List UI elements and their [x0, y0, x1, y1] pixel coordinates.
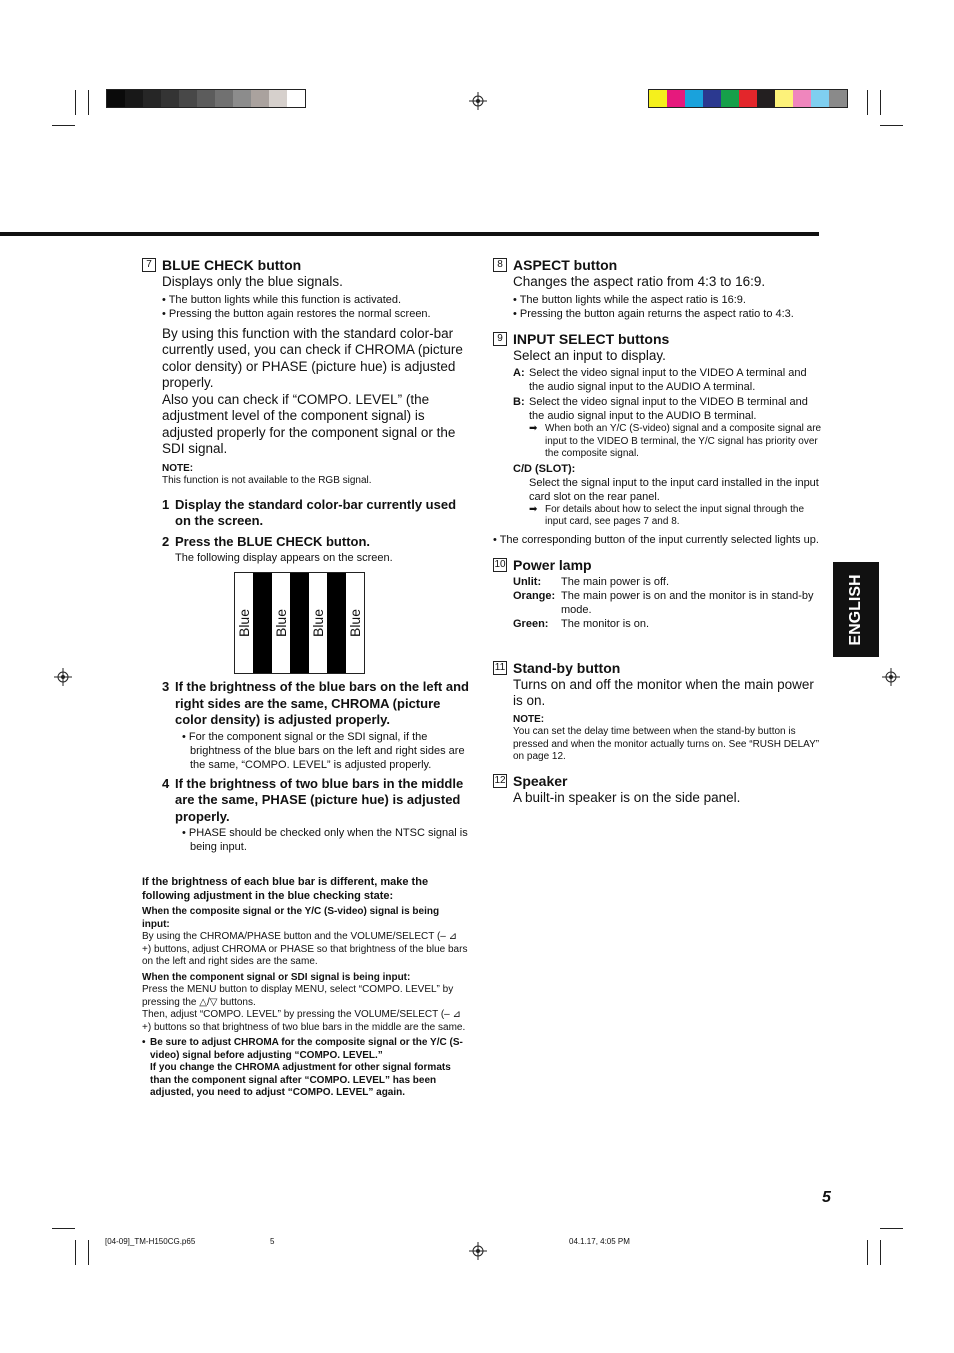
color-swatch	[125, 90, 143, 107]
step: 2 Press the BLUE CHECK button.	[162, 533, 371, 549]
cd-label: C/D (SLOT):	[513, 462, 576, 475]
blue-bar: Blue	[236, 608, 253, 638]
section-speaker-heading	[493, 772, 823, 790]
color-swatch	[107, 90, 125, 107]
arrow-right-icon: ➡	[529, 423, 538, 434]
section-standby-heading	[493, 659, 823, 677]
color-swatch	[721, 90, 739, 107]
left-column	[142, 256, 472, 565]
gray-scale-bar	[106, 89, 306, 108]
color-swatch	[739, 90, 757, 107]
crop-mark	[880, 1228, 903, 1229]
crop-mark	[867, 1240, 868, 1265]
footer-page: 5	[270, 1237, 275, 1246]
bullet: • Pressing the button again restores the normal screen.	[162, 307, 431, 320]
color-swatch	[197, 90, 215, 107]
color-swatch	[251, 90, 269, 107]
subheading: When the composite signal or the Y/C (S-video) signal is being input:	[142, 906, 440, 930]
arrow-note: ➡ When both an Y/C (S-video) signal and a composite signal are input to the VIDEO B terminal, the Y/C signal has priority over the composite signal.	[529, 423, 822, 459]
cd-text: Select the signal input to the input card installed in the input card slot on the rear panel.	[529, 476, 819, 503]
step-note: The following display appears on the screen.	[175, 552, 393, 564]
color-swatch	[269, 90, 287, 107]
color-swatch	[161, 90, 179, 107]
color-swatch	[793, 90, 811, 107]
step: 1 Display the standard color-bar currently used on the screen.	[162, 496, 457, 528]
input-a-row: A: Select the video signal input to the VIDEO A terminal and the audio signal input to the AUDIO A terminal.	[513, 367, 807, 393]
footer-file: [04-09]_TM-H150CG.p65	[105, 1237, 196, 1246]
note-label: NOTE:	[162, 462, 194, 474]
warning-text: Be sure to adjust CHROMA for the composite signal or the Y/C (S-video) signal before adjusting “COMPO. LEVEL.”	[150, 1037, 463, 1061]
section-description: Select an input to display.	[513, 347, 666, 363]
paragraph: By using this function with the standard color-bar currently used, you can check if CHROMA (picture color density) or PHASE (picture hue) is adjusted properly.	[162, 325, 463, 390]
step: 3 If the brightness of the blue bars on the left and right sides are the same, CHROMA (picture color density) is adjusted properly.	[162, 679, 469, 727]
registration-mark-icon	[469, 92, 487, 110]
crop-mark	[880, 1240, 881, 1265]
crop-mark	[75, 1240, 76, 1265]
footer-date: 04.1.17, 4:05 PM	[569, 1237, 630, 1246]
section-title: ASPECT button	[513, 257, 618, 273]
lamp-row: Orange: The main power is on and the monitor is in stand-by mode.	[513, 590, 814, 616]
paragraph: By using the CHROMA/PHASE button and the VOLUME/SELECT (– ⊿ +) buttons, adjust CHROMA or PHASE so that brightness of the blue bars on the left and right sides are the same.	[142, 931, 468, 967]
lamp-row: Unlit: The main power is off.	[513, 575, 670, 588]
black-bar	[290, 573, 308, 673]
section-title: Stand-by button	[513, 659, 621, 676]
color-swatch	[143, 90, 161, 107]
color-scale-bar	[648, 89, 848, 108]
section-blue-check-heading	[142, 256, 472, 274]
registration-mark-icon	[469, 1242, 487, 1260]
step: 4 If the brightness of two blue bars in the middle are the same, PHASE (picture hue) is adjusted properly.	[162, 775, 464, 824]
section-number: 7	[142, 258, 156, 272]
section-number: 12	[494, 774, 506, 786]
black-bar	[327, 573, 345, 673]
color-swatch	[829, 90, 847, 107]
step-note: • PHASE should be checked only when the NTSC signal is being input.	[182, 827, 468, 853]
section-number: 11	[494, 661, 506, 673]
subheading: When the component signal or SDI signal is being input:	[142, 971, 411, 983]
section-description: Turns on and off the monitor when the main power is on.	[513, 676, 814, 708]
black-bar	[253, 573, 271, 673]
color-swatch	[649, 90, 667, 107]
header-rule	[0, 232, 819, 236]
section-title: Power lamp	[513, 556, 592, 573]
right-column	[493, 256, 823, 806]
color-swatch	[667, 90, 685, 107]
blue-bar: Blue	[273, 608, 290, 638]
language-tab: ENGLISH	[833, 562, 879, 657]
section-number: 10	[494, 558, 506, 570]
paragraph: Press the MENU button to display MENU, select “COMPO. LEVEL” by pressing the △/▽ buttons.	[142, 984, 454, 1008]
section-title: BLUE CHECK button	[162, 257, 302, 273]
page-number: 5	[822, 1189, 831, 1206]
section-power-lamp-heading	[493, 556, 823, 574]
adjustment-heading: If the brightness of each blue bar is different, make the following adjustment in the blue checking state:	[142, 876, 429, 902]
color-swatch	[811, 90, 829, 107]
crop-mark	[75, 90, 76, 115]
adjustment-block	[142, 875, 468, 1100]
section-aspect-heading	[493, 256, 823, 274]
arrow-note: ➡ For details about how to select the input signal through the input card, see pages 7 and 8.	[529, 503, 805, 527]
registration-mark-icon	[882, 668, 900, 686]
note-text: This function is not available to the RGB signal.	[162, 475, 372, 486]
section-description: Changes the aspect ratio from 4:3 to 16:9.	[513, 274, 766, 289]
note-text: You can set the delay time between when the stand-by button is pressed and when the monitor actually turns on. See “RUSH DELAY” on page 12.	[513, 726, 820, 762]
section-title: Speaker	[513, 772, 568, 789]
crop-mark	[52, 125, 75, 126]
paragraph: Then, adjust “COMPO. LEVEL” by pressing the VOLUME/SELECT (– ⊿ +) buttons so that brightness of two blue bars in the middle are the same.	[142, 1009, 466, 1033]
warning-text: If you change the CHROMA adjustment for other signal formats than the component signal after “COMPO. LEVEL” has been adjusted, you need to adjust “COMPO. LEVEL” again.	[150, 1062, 451, 1098]
note-label: NOTE:	[513, 713, 545, 725]
crop-mark	[88, 90, 89, 115]
registration-mark-icon	[54, 668, 72, 686]
section-title: INPUT SELECT buttons	[513, 330, 670, 347]
color-swatch	[685, 90, 703, 107]
steps-continued	[142, 679, 472, 854]
color-swatch	[287, 90, 305, 107]
crop-mark	[867, 90, 868, 115]
warning: • Be sure to adjust CHROMA for the composite signal or the Y/C (S-video) signal before adjusting “COMPO. LEVEL.” If you change the CHROMA adjustment for other signal formats than the component signal after “COMPO. LEVEL” has been adjusted, you need to adjust “COMPO. LEVEL” again.	[142, 1037, 468, 1100]
bullet: • The corresponding button of the input currently selected lights up.	[493, 533, 819, 546]
crop-mark	[52, 1228, 75, 1229]
section-number: 9	[493, 332, 507, 346]
color-swatch	[703, 90, 721, 107]
bullet: • The button lights while the aspect ratio is 16:9.	[513, 293, 746, 306]
step-note: • For the component signal or the SDI signal, if the brightness of the blue bars on the left and right sides are the same, “COMPO. LEVEL” is adjusted properly.	[182, 730, 465, 771]
blue-bar: Blue	[309, 608, 326, 638]
bullet: • The button lights while this function is activated.	[162, 293, 402, 306]
paragraph: Also you can check if “COMPO. LEVEL” (the adjustment level of the component signal) is adjusted properly for the component signal or the SDI signal.	[162, 391, 456, 456]
bullet: • Pressing the button again returns the aspect ratio to 4:3.	[513, 307, 794, 320]
crop-mark	[880, 90, 881, 115]
arrow-right-icon: ➡	[529, 503, 538, 515]
crop-mark	[880, 125, 903, 126]
section-input-select-heading	[493, 330, 823, 348]
blue-bar: Blue	[346, 608, 363, 638]
color-swatch	[233, 90, 251, 107]
lamp-row: Green: The monitor is on.	[513, 618, 650, 630]
color-swatch	[215, 90, 233, 107]
section-description: Displays only the blue signals.	[162, 274, 343, 289]
color-swatch	[775, 90, 793, 107]
section-description: A built-in speaker is on the side panel.	[513, 789, 741, 805]
color-swatch	[757, 90, 775, 107]
blue-bar-diagram	[234, 572, 365, 674]
color-swatch	[179, 90, 197, 107]
input-b-row: B: Select the video signal input to the VIDEO B terminal and the audio signal input to the AUDIO B terminal.	[513, 396, 808, 422]
section-number: 8	[493, 258, 507, 272]
crop-mark	[88, 1240, 89, 1265]
